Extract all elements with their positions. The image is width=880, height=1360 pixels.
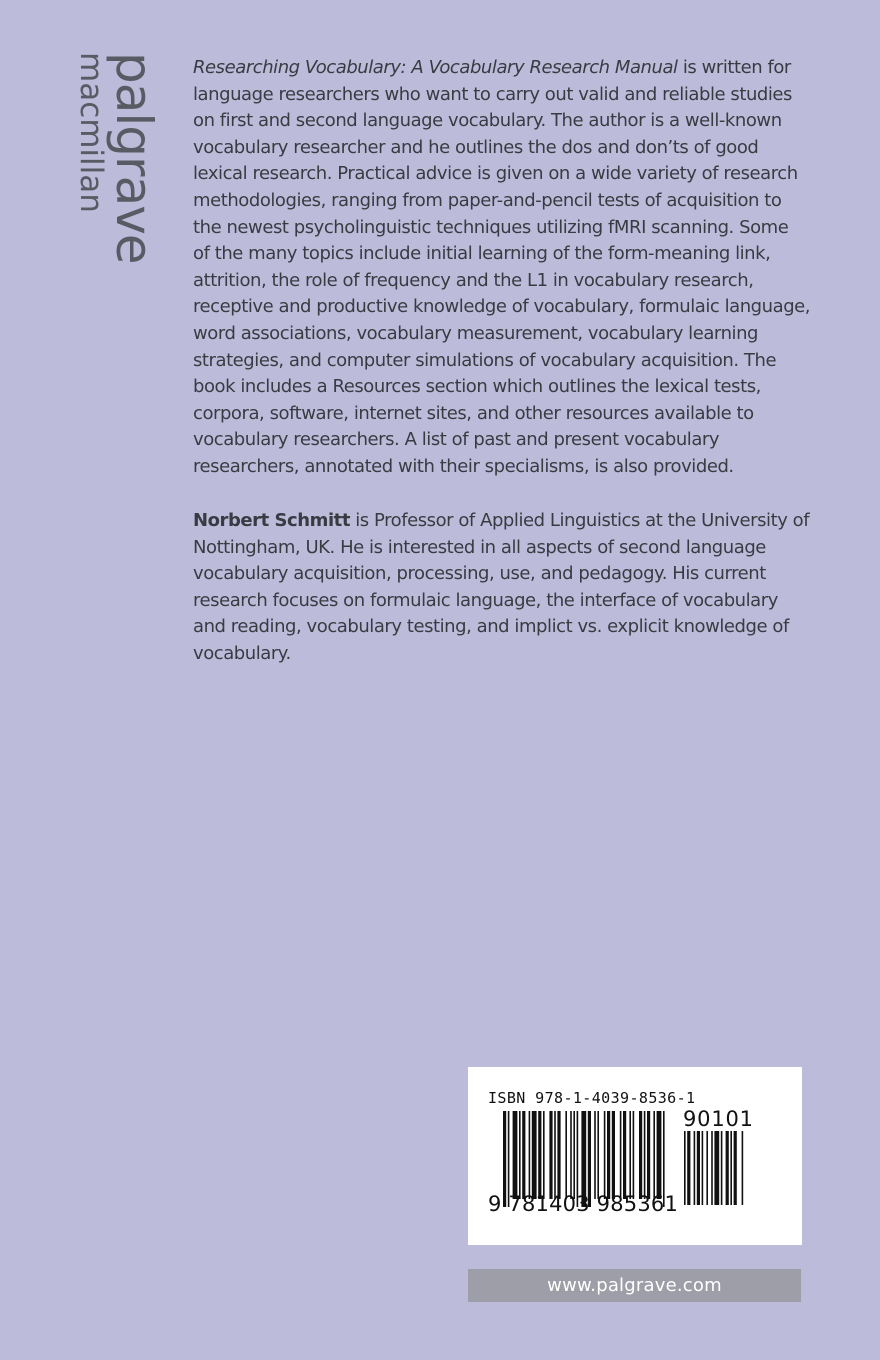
- blurb-line-first: [193, 55, 843, 82]
- barcode-bar: [557, 1111, 560, 1199]
- barcode-bar: [629, 1111, 631, 1199]
- barcode-addon-bar: [730, 1131, 732, 1205]
- barcode-bar: [597, 1111, 599, 1199]
- blurb-line: on first and second language vocabulary. The author is a well-known: [193, 110, 782, 132]
- barcode-bar: [532, 1111, 537, 1199]
- blurb-line: of the many topics include initial learning of the form-meaning link,: [193, 243, 771, 265]
- blurb-line: vocabulary researchers. A list of past and present vocabulary: [193, 429, 720, 451]
- isbn-label: ISBN 978-1-4039-8536-1: [488, 1089, 696, 1107]
- barcode-bar: [647, 1111, 650, 1199]
- bio-line-first: [193, 508, 843, 535]
- blurb-line: the newest psycholinguistic techniques utilizing fMRI scanning. Some: [193, 216, 789, 238]
- blurb-line: language researchers who want to carry out valid and reliable studies: [193, 83, 792, 105]
- blurb-line: book includes a Resources section which outlines the lexical tests,: [193, 376, 761, 398]
- bio-line: research focuses on formulaic language, the interface of vocabulary: [193, 589, 778, 611]
- website-url[interactable]: www.palgrave.com: [468, 1269, 801, 1302]
- barcode-bar: [522, 1111, 525, 1199]
- publisher-logo: [60, 52, 163, 264]
- barcode-bar: [633, 1111, 635, 1199]
- barcode-bar: [549, 1111, 552, 1199]
- barcode-addon-bar: [742, 1131, 744, 1205]
- barcode-bar: [538, 1111, 541, 1199]
- blurb-line: researchers, annotated with their specialisms, is also provided.: [193, 455, 734, 477]
- barcode-bars: [468, 1067, 802, 1245]
- barcode-addon-bar: [684, 1131, 686, 1205]
- barcode-bar: [653, 1111, 655, 1199]
- publisher-logo-name: palgrave: [105, 52, 163, 264]
- barcode-addon-bar: [721, 1131, 723, 1205]
- barcode-bar: [620, 1111, 622, 1199]
- author-name: Norbert Schmitt: [193, 510, 350, 531]
- barcode-addon-bar: [687, 1131, 690, 1205]
- isbn-barcode: [468, 1067, 802, 1245]
- book-title: Researching Vocabulary: A Vocabulary Research Manual: [193, 57, 678, 78]
- barcode-bar: [607, 1111, 610, 1199]
- barcode-bar: [554, 1111, 556, 1199]
- barcode-bar: [657, 1111, 662, 1199]
- barcode-bar: [565, 1111, 567, 1199]
- barcode-bar: [529, 1111, 531, 1199]
- barcode-addon-bar: [714, 1131, 719, 1205]
- blurb-line: lexical research. Practical advice is given on a wide variety of research: [193, 163, 798, 185]
- blurb-line: methodologies, ranging from paper-and-pencil tests of acquisition to: [193, 189, 782, 211]
- bio-first-line-rest: is Professor of Applied Linguistics at the University of: [349, 510, 810, 531]
- barcode-addon-bar: [694, 1131, 696, 1205]
- barcode-bar: [543, 1111, 545, 1199]
- barcode-addon-bar: [734, 1131, 737, 1205]
- blurb-line: vocabulary researcher and he outlines the dos and don’ts of good: [193, 136, 759, 158]
- barcode-bar: [573, 1111, 575, 1199]
- barcode-addon-bar: [726, 1131, 729, 1205]
- barcode-bar: [639, 1111, 642, 1199]
- book-blurb: [193, 55, 843, 481]
- barcode-bar: [623, 1111, 626, 1199]
- barcode-addon-bar: [697, 1131, 700, 1205]
- blurb-line: strategies, and computer simulations of vocabulary acquisition. The: [193, 349, 777, 371]
- author-bio: [193, 508, 843, 668]
- bio-line: and reading, vocabulary testing, and implict vs. explicit knowledge of: [193, 616, 789, 638]
- barcode-addon-bar: [711, 1131, 713, 1205]
- blurb-line: receptive and productive knowledge of vocabulary, formulaic language,: [193, 296, 811, 318]
- blurb-first-line-rest: is written for: [677, 57, 791, 78]
- bio-line: Nottingham, UK. He is interested in all aspects of second language: [193, 536, 766, 558]
- barcode-bar: [644, 1111, 646, 1199]
- blurb-line: corpora, software, internet sites, and other resources available to: [193, 402, 754, 424]
- blurb-line: attrition, the role of frequency and the L1 in vocabulary research,: [193, 269, 754, 291]
- barcode-bar: [513, 1111, 518, 1199]
- barcode-bar: [570, 1111, 572, 1199]
- bio-line: vocabulary acquisition, processing, use, and pedagogy. His current: [193, 563, 766, 585]
- blurb-line: word associations, vocabulary measurement, vocabulary learning: [193, 322, 759, 344]
- barcode-bar: [612, 1111, 615, 1199]
- publisher-logo-sub: macmillan: [73, 52, 109, 213]
- barcode-addon-digits: 90101: [683, 1107, 754, 1131]
- barcode-digits: 9 781403 985361: [488, 1192, 679, 1216]
- barcode-bar: [519, 1111, 521, 1199]
- barcode-bar: [604, 1111, 606, 1199]
- barcode-bar: [594, 1111, 596, 1199]
- bio-line: vocabulary.: [193, 642, 291, 664]
- barcode-addon-bar: [702, 1131, 704, 1205]
- barcode-addon-bar: [706, 1131, 708, 1205]
